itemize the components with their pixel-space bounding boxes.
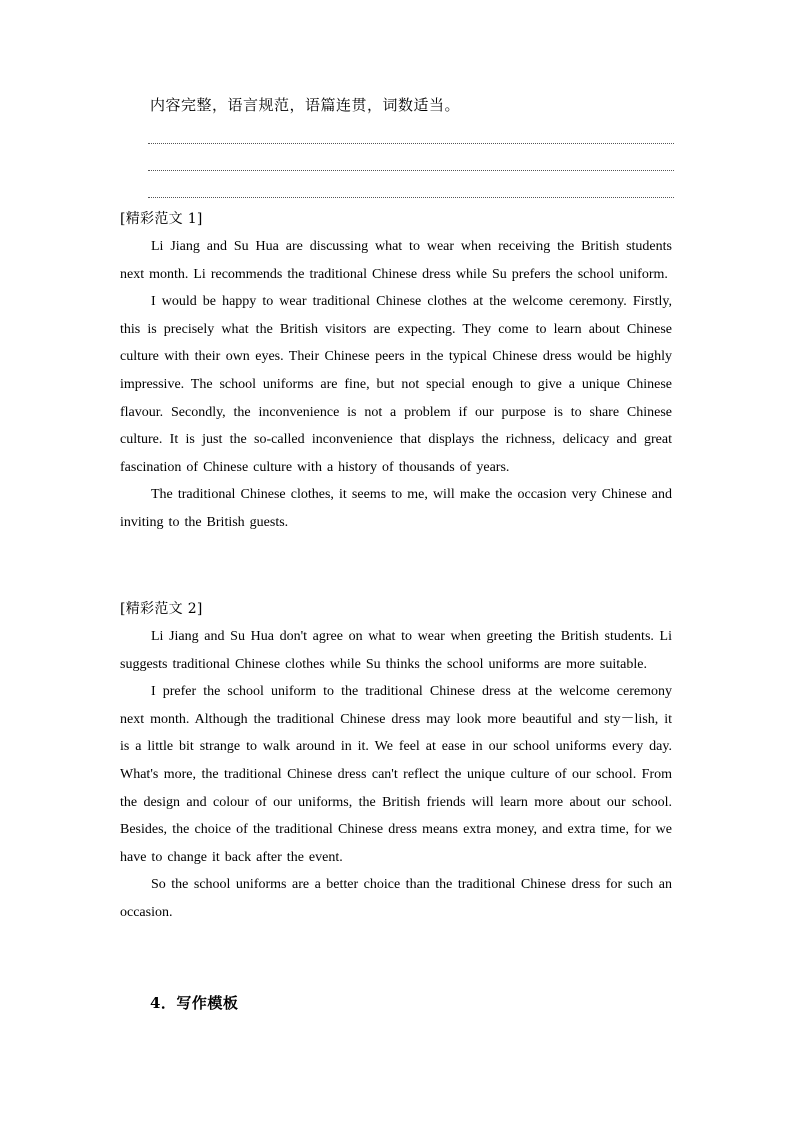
- essay-paragraph: I prefer the school uniform to the traditional Chinese dress at the welcome ceremony next month. Although the traditional Chinese dress may look more beautiful and sty－lish, it is a little bit strange to walk around in it. We feel at ease in our school uniforms every day. What's more, the traditional Chinese dress can't reflect the unique culture of our school. From the design and colour of our uniforms, the British friends will learn more about our school. Besides, the choice of the traditional Chinese dress means extra money, and extra time, for we have to change it back after the event.: [120, 684, 672, 865]
- answer-line: [148, 197, 674, 198]
- essay-paragraph: So the school uniforms are a better choice than the traditional Chinese dress for such an occasion.: [120, 877, 672, 920]
- essay-paragraph: The traditional Chinese clothes, it seems to me, will make the occasion very Chinese and inviting to the British guests.: [120, 487, 672, 530]
- sample-essay-1: [120, 206, 672, 537]
- sample-essay-1-tag: [精彩范文 1]: [120, 211, 203, 227]
- essay-paragraph: Li Jiang and Su Hua don't agree on what to wear when greeting the British students. Li suggests traditional Chinese clothes while Su thinks the school uniforms are more suitable.: [120, 629, 672, 672]
- essay-paragraph: Li Jiang and Su Hua are discussing what to wear when receiving the British students next month. Li recommends the traditional Chinese dress while Su prefers the school uniform.: [120, 239, 672, 282]
- answer-line: [148, 170, 674, 171]
- essay-paragraph: I would be happy to wear traditional Chinese clothes at the welcome ceremony. Firstly, this is precisely what the British visitors are expecting. They come to learn about Chinese culture with their own eyes. Their Chinese peers in the typical Chinese dress would be highly impressive. The school uniforms are fine, but not special enough to give a unique Chinese flavour. Secondly, the inconvenience is not a problem if our purpose is to share Chinese culture. It is just the so-called inconvenience that displays the richness, delicacy and great fascination of Chinese culture with a history of thousands of years.: [120, 294, 672, 475]
- sample-essay-2-tag: [精彩范文 2]: [120, 601, 203, 617]
- sample-essay-2: [120, 596, 672, 927]
- writing-requirement: 内容完整，语言规范，语篇连贯，词数适当。: [150, 96, 461, 114]
- answer-line: [148, 143, 674, 144]
- section-heading-writing-template: 4．写作模板: [150, 994, 239, 1012]
